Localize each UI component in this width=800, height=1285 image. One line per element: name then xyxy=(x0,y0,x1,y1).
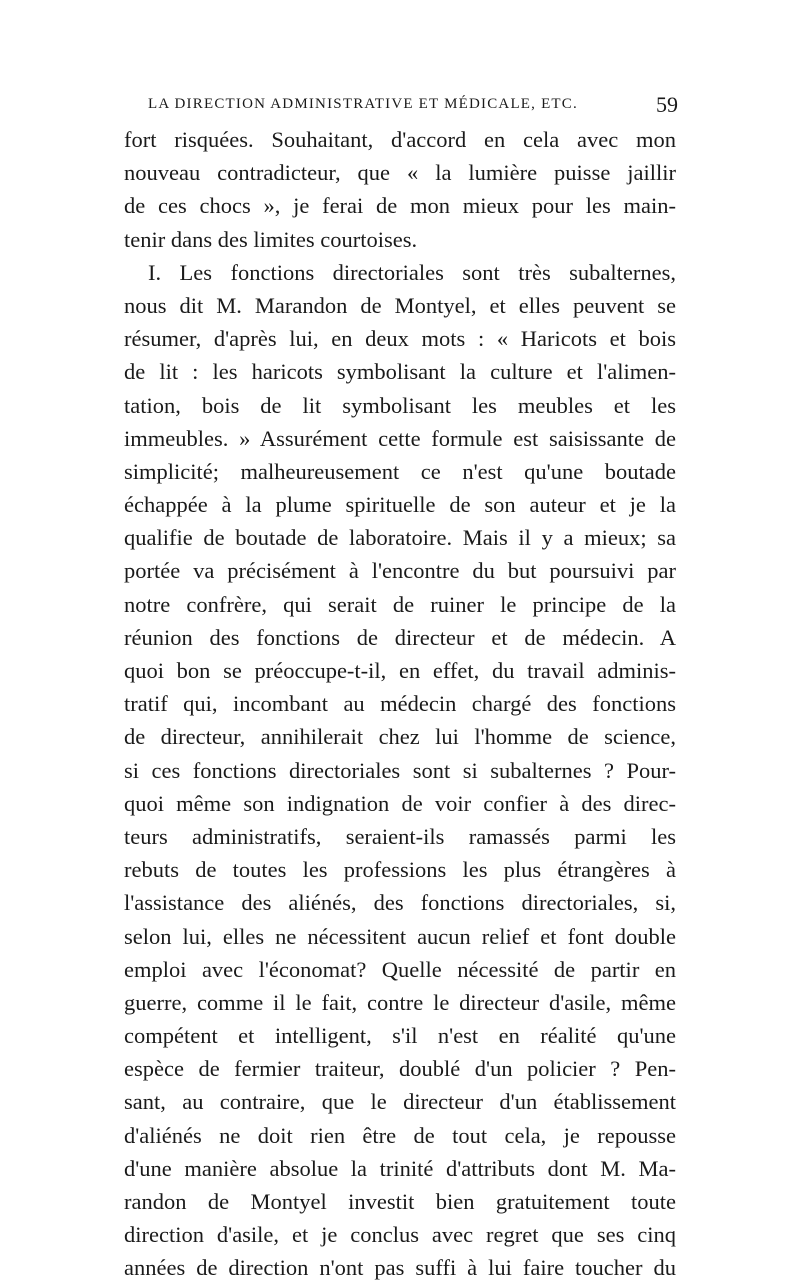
text-line: notre confrère, qui serait de ruiner le principe de la xyxy=(124,591,676,617)
text-line: de ces chocs », je ferai de mon mieux pour les main- xyxy=(124,193,676,219)
text-line: résumer, d'après lui, en deux mots : « Haricots et bois xyxy=(124,326,676,352)
text-line: fort risquées. Souhaitant, d'accord en cela avec mon xyxy=(124,127,676,152)
text-line: années de direction n'ont pas suffi à lui faire toucher du xyxy=(124,1255,676,1281)
text-line: d'aliénés ne doit rien être de tout cela, je repousse xyxy=(124,1122,676,1148)
text-line: espèce de fermier traiteur, doublé d'un policier ? Pen- xyxy=(124,1056,676,1082)
text-line: nous dit M. Marandon de Montyel, et elles peuvent se xyxy=(124,292,676,318)
text-line: nouveau contradicteur, que « la lumière puisse jaillir xyxy=(124,160,676,186)
text-line: quoi même son indignation de voir confier à des direc- xyxy=(124,790,676,816)
text-line: qualifie de boutade de laboratoire. Mais il y a mieux; sa xyxy=(124,525,676,551)
text-line: de directeur, annihilerait chez lui l'homme de science, xyxy=(124,724,676,750)
text-line: compétent et intelligent, s'il n'est en réalité qu'une xyxy=(124,1023,676,1049)
running-head xyxy=(148,92,678,118)
text-line: guerre, comme il le fait, contre le directeur d'asile, même xyxy=(124,989,676,1015)
text-line: échappée à la plume spirituelle de son auteur et je la xyxy=(124,492,676,518)
text-line: tation, bois de lit symbolisant les meubles et les xyxy=(124,392,676,418)
text-line: immeubles. » Assurément cette formule est saisissante de xyxy=(124,425,676,451)
body-text xyxy=(124,123,676,1285)
text-line: simplicité; malheureusement ce n'est qu'une boutade xyxy=(124,458,676,484)
text-line: de lit : les haricots symbolisant la culture et l'alimen- xyxy=(124,359,676,385)
text-line: sant, au contraire, que le directeur d'un établissement xyxy=(124,1089,676,1115)
text-line: teurs administratifs, seraient-ils ramassés parmi les xyxy=(124,823,676,849)
text-line: tenir dans des limites courtoises. xyxy=(124,226,418,252)
text-line: d'une manière absolue la trinité d'attributs dont M. Ma- xyxy=(124,1155,676,1181)
text-line: réunion des fonctions de directeur et de médecin. A xyxy=(124,624,676,650)
text-line: emploi avec l'économat? Quelle nécessité de partir en xyxy=(124,956,676,982)
text-line: quoi bon se préoccupe-t-il, en effet, du travail adminis- xyxy=(124,658,676,683)
running-title: LA DIRECTION ADMINISTRATIVE ET MÉDICALE, ETC. xyxy=(148,96,578,112)
text-line: tratif qui, incombant au médecin chargé des fonctions xyxy=(124,691,676,717)
text-line: I. Les fonctions directoriales sont très subalternes, xyxy=(148,259,676,285)
text-line: selon lui, elles ne nécessitent aucun relief et font double xyxy=(124,923,676,949)
text-line: si ces fonctions directoriales sont si subalternes ? Pour- xyxy=(124,757,676,783)
page-number: 59 xyxy=(656,92,678,117)
text-line: direction d'asile, et je conclus avec regret que ses cinq xyxy=(124,1222,676,1248)
text-line: portée va précisément à l'encontre du but poursuivi par xyxy=(124,558,676,584)
text-line: randon de Montyel investit bien gratuitement toute xyxy=(124,1189,676,1214)
text-line: rebuts de toutes les professions les plus étrangères à xyxy=(124,857,676,883)
text-line: l'assistance des aliénés, des fonctions directoriales, si, xyxy=(124,890,676,916)
